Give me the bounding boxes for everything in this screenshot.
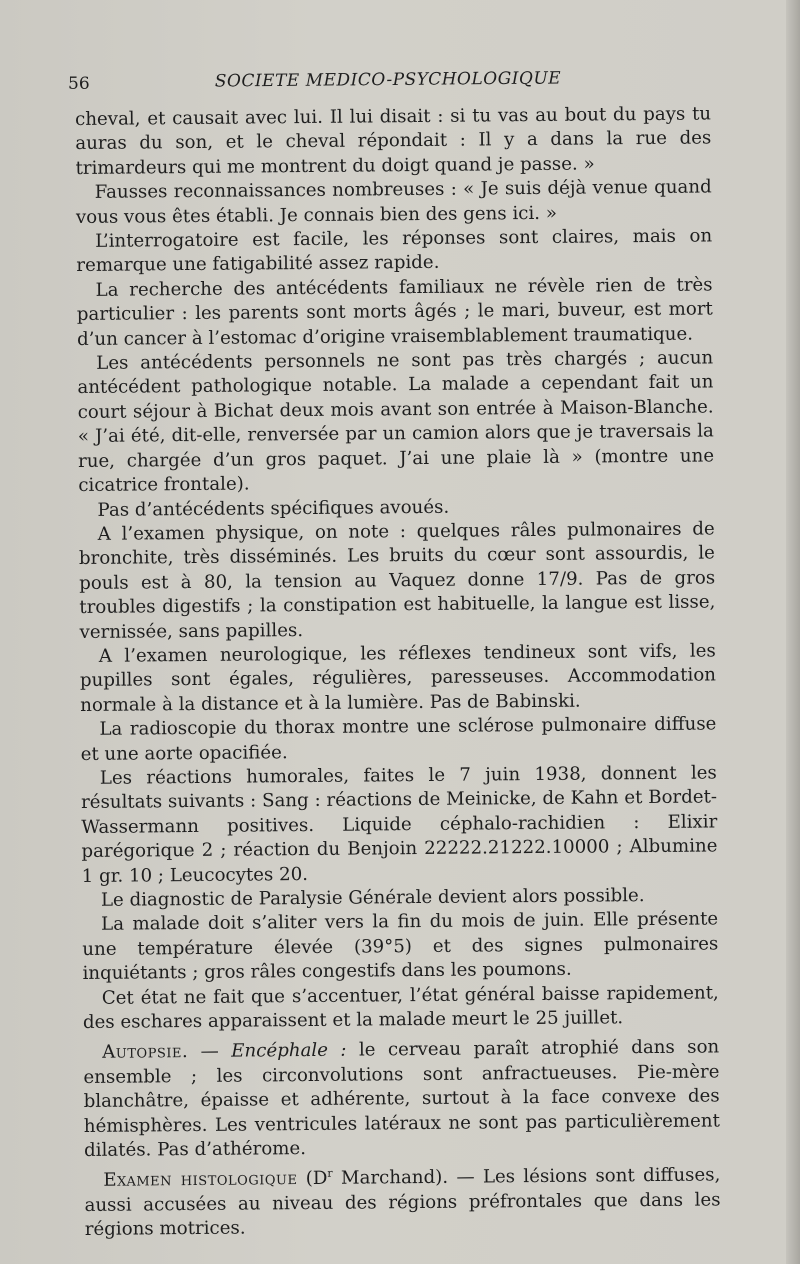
paragraph: Pas d’antécédents spécifiques avoués. <box>97 496 450 521</box>
paragraph: L’interrogatoire est facile, les réponses sont claires, mais on remarque une fatigabilité assez rapide. <box>76 225 713 277</box>
paragraph: A l’examen neurologique, les réflexes tendineux sont vifs, les pupilles sont égales, régulières, paresseuses. Accommodation normale à la distance et à la lumière. Pas de Babinski. <box>79 640 717 716</box>
running-title: SOCIETE MEDICO-PSYCHOLOGIQUE <box>214 68 562 92</box>
histology-doctor-prefix: (D <box>297 1168 328 1190</box>
page-edge-shadow <box>786 0 800 1264</box>
histology-doctor-name: Marchand). <box>332 1167 449 1190</box>
histology-label: Examen histologique <box>103 1168 298 1192</box>
paragraph: La malade doit s’aliter vers la fin du mois de juin. Elle présente une température élevée (39°5) et des signes pulmonaires inquiétants ; gros râles congestifs dans les poumons. <box>82 908 719 985</box>
paragraph: cheval, et causait avec lui. Il lui disait : si tu vas au bout du pays tu auras du son, et le cheval répondait : Il y a dans la rue des trimardeurs qui me montrent du doigt quand je passe. » <box>75 103 712 179</box>
paragraph: Cet état ne fait que s’accentuer, l’état général baisse rapidement, des eschares apparaissent et la malade meurt le 25 juillet. <box>82 982 719 1033</box>
autopsy-label: Autopsie. <box>102 1041 189 1064</box>
autopsy-dash: — <box>188 1041 232 1063</box>
page-number: 56 <box>68 74 90 94</box>
autopsy-text: le cerveau paraît atrophié dans son ensemble ; les circonvolutions sont anfractueuses. Pie-mère blanchâtre, épaisse et adhérente, surtout à la face convexe des hémisphères. Les ventricules latéraux ne sont pas particulièrement dilatés. Pas d’athérome. <box>83 1036 720 1162</box>
paragraph: Le diagnostic de Paralysie Générale devient alors possible. <box>100 885 645 911</box>
page-header <box>68 70 708 96</box>
histology-paragraph <box>84 1164 721 1243</box>
histology-text: Les lésions sont diffuses, aussi accusées au niveau des régions préfrontales que dans les régions motrices. <box>84 1164 721 1241</box>
autopsy-paragraph <box>83 1036 720 1164</box>
paragraph: La recherche des antécédents familiaux ne révèle rien de très particulier : les parents sont morts âgés ; le mari, buveur, est mort d’un cancer à l’estomac d’origine vraisemblablement traumatique. <box>76 274 713 350</box>
body-text <box>75 102 721 1242</box>
paragraph: La radioscopie du thorax montre une sclérose pulmonaire diffuse et une aorte opacifiée. <box>80 713 717 765</box>
paragraph: Les réactions humorales, faites le 7 juin 1938, donnent les résultats suivants : Sang : réactions de Meinicke, de Kahn et Bordet-Wassermann positives. Liquide céphalo-rachidien : Elixir parégorique 2 ; réaction du Benjoin 22222.21222.10000 ; Albumine 1 gr. 10 ; Leucocytes 20. <box>80 762 718 887</box>
autopsy-subject: Encéphale : <box>231 1040 347 1063</box>
histology-dash: — <box>448 1166 484 1189</box>
paragraph: Fausses reconnaissances nombreuses : « Je suis déjà venue quand vous vous êtes établi. Je connais bien des gens ici. » <box>75 176 712 228</box>
paragraph: A l’examen physique, on note : quelques râles pulmonaires de bronchite, très disséminés. Les bruits du cœur sont assourdis, le pouls est à 80, la tension au Vaquez donne 17/9. Pas de gros troubles digestifs ; la constipation est habituelle, la langue est lisse, vernissée, sans papilles. <box>78 518 716 643</box>
paragraph: Les antécédents personnels ne sont pas très chargés ; aucun antécédent pathologique notable. La malade a cependant fait un court séjour à Bichat deux mois avant son entrée à Maison-Blanche. « J’ai été, dit-elle, renversée par un camion alors que je traversais la rue, chargée d’un gros paquet. J’ai une plaie là » (montre une cicatrice frontale). <box>77 347 715 497</box>
histology-doctor-sup: r <box>327 1167 333 1181</box>
